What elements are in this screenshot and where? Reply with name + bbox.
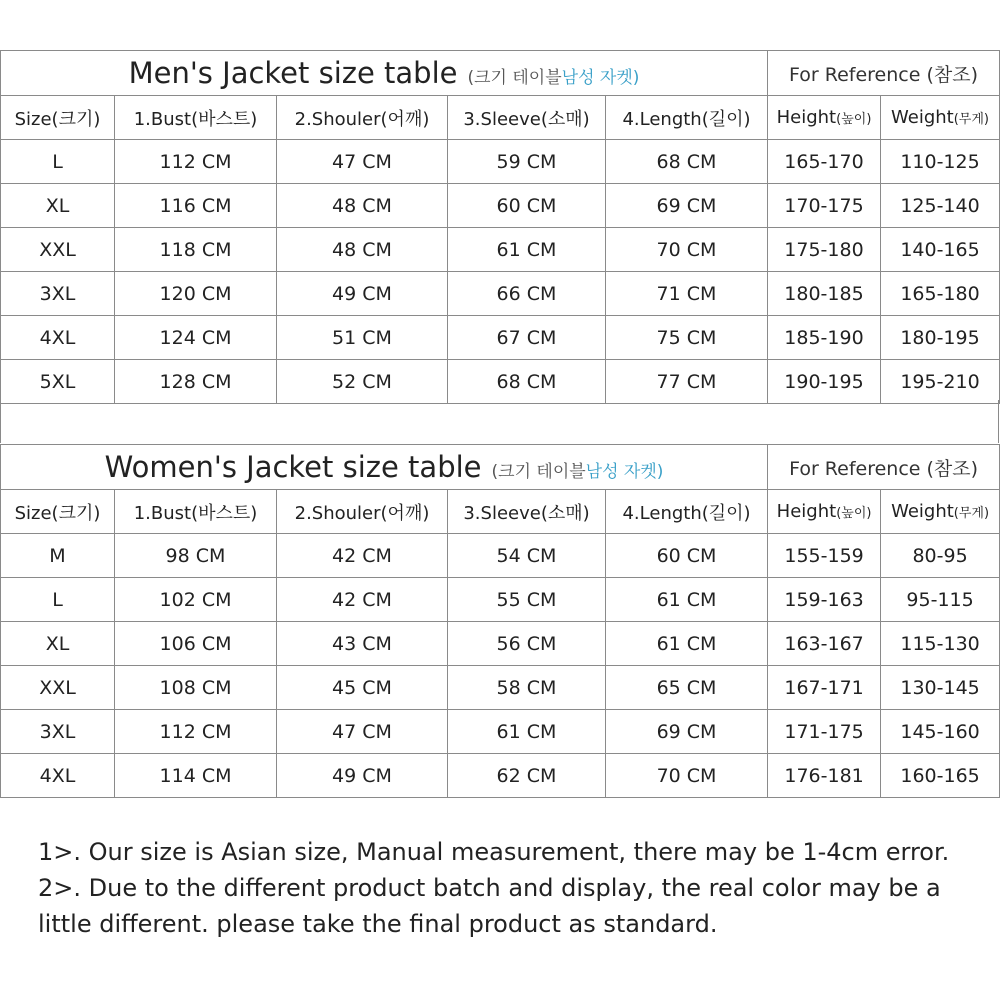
- cell-height: 170-175: [768, 184, 881, 228]
- cell-height: 167-171: [768, 666, 881, 710]
- cell-shoulder: 48 CM: [277, 228, 448, 272]
- cell-size: L: [1, 140, 115, 184]
- cell-length: 69 CM: [606, 710, 768, 754]
- header-shoulder: 2.Shouler(어깨): [277, 490, 448, 534]
- cell-sleeve: 54 CM: [448, 534, 606, 578]
- table-row: [1, 622, 1000, 666]
- cell-size: 4XL: [1, 754, 115, 798]
- cell-bust: 98 CM: [115, 534, 277, 578]
- cell-bust: 124 CM: [115, 316, 277, 360]
- cell-weight: 160-165: [881, 754, 1000, 798]
- cell-weight: 130-145: [881, 666, 1000, 710]
- header-sleeve: 3.Sleeve(소매): [448, 490, 606, 534]
- cell-bust: 116 CM: [115, 184, 277, 228]
- cell-weight: 195-210: [881, 360, 1000, 404]
- cell-height: 165-170: [768, 140, 881, 184]
- cell-height: 155-159: [768, 534, 881, 578]
- cell-length: 71 CM: [606, 272, 768, 316]
- cell-sleeve: 67 CM: [448, 316, 606, 360]
- cell-size: XXL: [1, 228, 115, 272]
- cell-weight: 180-195: [881, 316, 1000, 360]
- cell-sleeve: 58 CM: [448, 666, 606, 710]
- cell-bust: 112 CM: [115, 710, 277, 754]
- cell-size: 5XL: [1, 360, 115, 404]
- table-row: [1, 666, 1000, 710]
- cell-bust: 112 CM: [115, 140, 277, 184]
- cell-shoulder: 42 CM: [277, 578, 448, 622]
- header-size: Size(크기): [1, 96, 115, 140]
- cell-bust: 106 CM: [115, 622, 277, 666]
- cell-bust: 128 CM: [115, 360, 277, 404]
- header-height: Height(높이): [768, 96, 881, 140]
- cell-sleeve: 55 CM: [448, 578, 606, 622]
- cell-sleeve: 61 CM: [448, 710, 606, 754]
- cell-length: 70 CM: [606, 228, 768, 272]
- table-row: [1, 140, 1000, 184]
- cell-weight: 140-165: [881, 228, 1000, 272]
- cell-weight: 80-95: [881, 534, 1000, 578]
- cell-weight: 110-125: [881, 140, 1000, 184]
- cell-shoulder: 52 CM: [277, 360, 448, 404]
- table-row: [1, 316, 1000, 360]
- cell-sleeve: 61 CM: [448, 228, 606, 272]
- cell-bust: 102 CM: [115, 578, 277, 622]
- cell-length: 68 CM: [606, 140, 768, 184]
- men-table-body: [1, 140, 1000, 404]
- cell-size: XXL: [1, 666, 115, 710]
- cell-bust: 114 CM: [115, 754, 277, 798]
- cell-height: 190-195: [768, 360, 881, 404]
- cell-height: 175-180: [768, 228, 881, 272]
- cell-shoulder: 45 CM: [277, 666, 448, 710]
- cell-height: 163-167: [768, 622, 881, 666]
- header-shoulder: 2.Shouler(어깨): [277, 96, 448, 140]
- cell-shoulder: 48 CM: [277, 184, 448, 228]
- cell-shoulder: 49 CM: [277, 272, 448, 316]
- cell-bust: 108 CM: [115, 666, 277, 710]
- size-notes: [38, 834, 968, 942]
- men-reference-label: For Reference (참조): [768, 51, 1000, 96]
- women-table-body: [1, 534, 1000, 798]
- women-table-title: Women's Jacket size table (크기 테이블남성 자켓): [1, 445, 768, 490]
- header-weight: Weight(무게): [881, 490, 1000, 534]
- cell-height: 180-185: [768, 272, 881, 316]
- cell-sleeve: 62 CM: [448, 754, 606, 798]
- table-row: [1, 184, 1000, 228]
- men-table-title: Men's Jacket size table (크기 테이블남성 자켓): [1, 51, 768, 96]
- header-size: Size(크기): [1, 490, 115, 534]
- cell-shoulder: 47 CM: [277, 140, 448, 184]
- cell-height: 176-181: [768, 754, 881, 798]
- note-2: 2>. Due to the different product batch and display, the real color may be a little different. please take the final product as standard.: [38, 874, 941, 938]
- table-row: [1, 272, 1000, 316]
- men-size-table: [0, 50, 1000, 404]
- header-length: 4.Length(길이): [606, 96, 768, 140]
- cell-bust: 120 CM: [115, 272, 277, 316]
- header-bust: 1.Bust(바스트): [115, 96, 277, 140]
- cell-height: 171-175: [768, 710, 881, 754]
- cell-sleeve: 68 CM: [448, 360, 606, 404]
- cell-height: 185-190: [768, 316, 881, 360]
- table-row: [1, 360, 1000, 404]
- women-header-row: [1, 490, 1000, 534]
- cell-length: 69 CM: [606, 184, 768, 228]
- table-row: [1, 534, 1000, 578]
- cell-shoulder: 42 CM: [277, 534, 448, 578]
- cell-weight: 165-180: [881, 272, 1000, 316]
- cell-size: 4XL: [1, 316, 115, 360]
- cell-bust: 118 CM: [115, 228, 277, 272]
- cell-shoulder: 47 CM: [277, 710, 448, 754]
- header-bust: 1.Bust(바스트): [115, 490, 277, 534]
- cell-weight: 115-130: [881, 622, 1000, 666]
- cell-sleeve: 56 CM: [448, 622, 606, 666]
- cell-length: 70 CM: [606, 754, 768, 798]
- table-row: [1, 710, 1000, 754]
- cell-size: 3XL: [1, 272, 115, 316]
- header-length: 4.Length(길이): [606, 490, 768, 534]
- cell-size: XL: [1, 622, 115, 666]
- header-sleeve: 3.Sleeve(소매): [448, 96, 606, 140]
- cell-sleeve: 59 CM: [448, 140, 606, 184]
- cell-shoulder: 49 CM: [277, 754, 448, 798]
- cell-length: 75 CM: [606, 316, 768, 360]
- table-row: [1, 578, 1000, 622]
- cell-sleeve: 66 CM: [448, 272, 606, 316]
- header-height: Height(높이): [768, 490, 881, 534]
- cell-weight: 125-140: [881, 184, 1000, 228]
- cell-shoulder: 43 CM: [277, 622, 448, 666]
- cell-size: M: [1, 534, 115, 578]
- cell-length: 65 CM: [606, 666, 768, 710]
- cell-weight: 145-160: [881, 710, 1000, 754]
- cell-length: 61 CM: [606, 578, 768, 622]
- header-weight: Weight(무게): [881, 96, 1000, 140]
- cell-size: L: [1, 578, 115, 622]
- cell-weight: 95-115: [881, 578, 1000, 622]
- cell-length: 60 CM: [606, 534, 768, 578]
- cell-size: 3XL: [1, 710, 115, 754]
- table-row: [1, 228, 1000, 272]
- table-spacer: [0, 400, 999, 443]
- cell-shoulder: 51 CM: [277, 316, 448, 360]
- cell-length: 61 CM: [606, 622, 768, 666]
- men-header-row: [1, 96, 1000, 140]
- cell-size: XL: [1, 184, 115, 228]
- table-row: [1, 754, 1000, 798]
- women-reference-label: For Reference (참조): [768, 445, 1000, 490]
- women-size-table: [0, 444, 1000, 798]
- cell-height: 159-163: [768, 578, 881, 622]
- cell-sleeve: 60 CM: [448, 184, 606, 228]
- note-1: 1>. Our size is Asian size, Manual measurement, there may be 1-4cm error.: [38, 838, 950, 866]
- cell-length: 77 CM: [606, 360, 768, 404]
